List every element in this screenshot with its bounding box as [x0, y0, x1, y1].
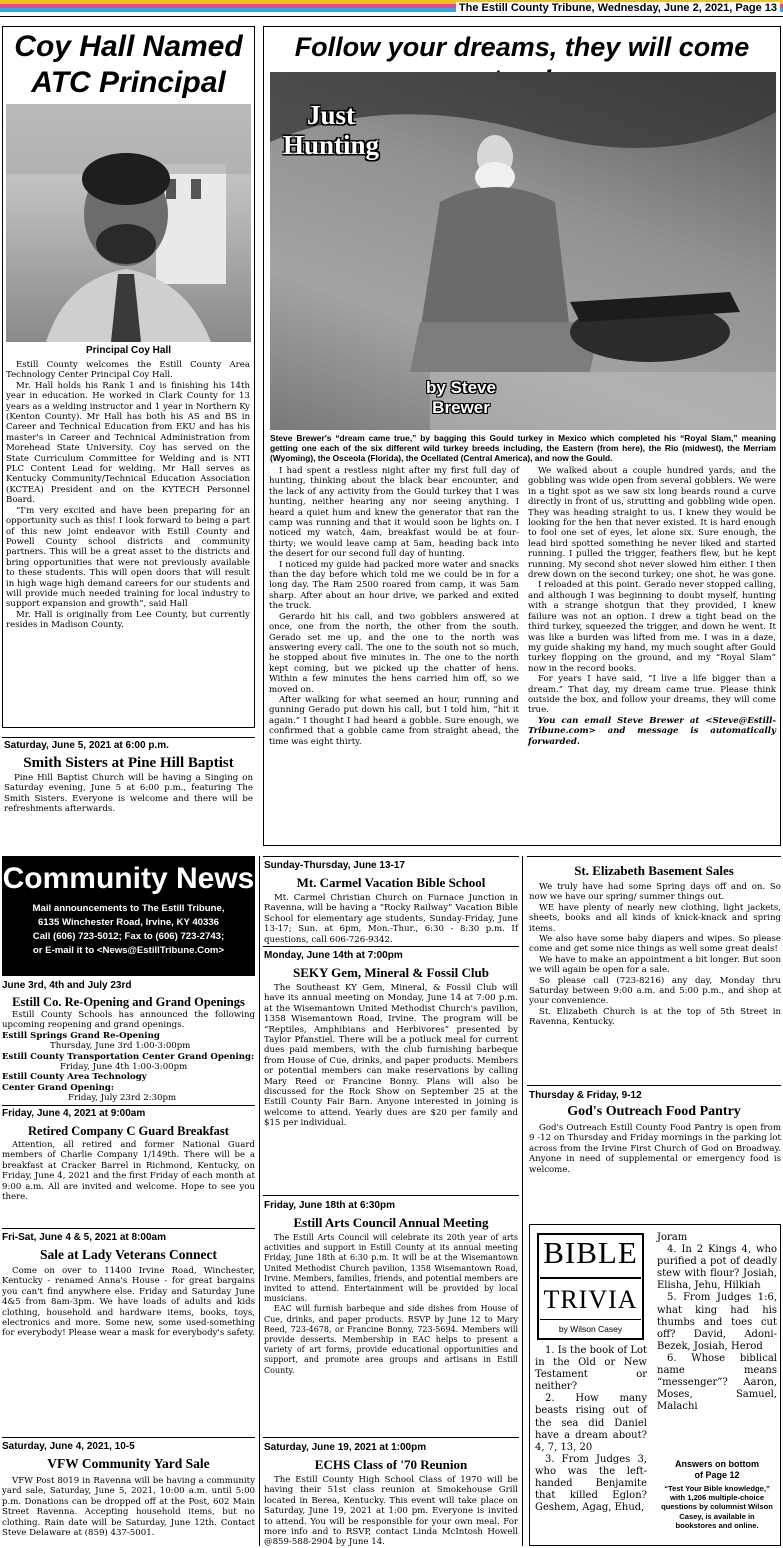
community-address-line: 6135 Winchester Road, Irvine, KY 40336	[37, 917, 220, 928]
guard-title: Retired Company C Guard Breakfast	[28, 1124, 229, 1138]
seky-body: The Southeast KY Gem, Mineral, & Fossil Club will have its annual meeting on Monday, June 14 at 7:00 p.m. at the Wisemantown United Methodist Church's pavilion, 1358 Wisemantown Road, Irvine. The program will be “Reptiles, Amphibians and Herbivores” presented by Taylor Pfanstiel. There will be a potluck meal for current dues paid members, with the club furnishing barbeque from House of Cue, drinks, and paper products. Members or potential members can make reservations by calling Mary Reed or Francine Bonny. Plans will also be discussed for the Rock Show on September 25 at the Estill County Fair Barn. Anyone interested in joining is welcome to attend. Yearly dues are $20 per family and $15 per individual.	[264, 983, 518, 1129]
pantry-rule	[527, 1085, 781, 1086]
trivia-questions-left	[535, 1345, 647, 1514]
coy-headline-1: Coy Hall Named	[14, 30, 243, 63]
trivia-logo-byline: by Wilson Casey	[558, 1324, 623, 1334]
coy-paragraph: Mr. Hall holds his Rank 1 and is finishing his 14th year in education. He worked in Clark County for 13 years as a welding instructor and 1 year in Northern Ky (Kenton County). Mr Hall has both his AS and BS in Career and Technical Education from EKU and has his master's in Career and Technical Administration from Morehead State University. Coy has served on the State Curriculum Committee for Welding and is NTI PLC Content Lead for welding. Mr Hall serves as Kentucky Community/Technical Education Association (KCTEA) President and on the KYTECH Personnel Board.	[6, 380, 250, 506]
arts-paragraph: EAC will furnish barbeque and side dishes from House of Cue, drinks, and paper products. RSVP by June 12 to Mary Reed, 723-4678, or Francine Bonny, 723-5694. Members will provide desserts. Membership in EAC helps to present a variety of art forms, provide educational opportunities and support, and promote area groups and artisans in Estill County.	[264, 1304, 518, 1375]
trivia-answers-note: Answers on bottom	[674, 1459, 759, 1469]
trivia-question: 4. In 2 Kings 4, who purified a pot of deadly stew with flour? Josiah, Elisha, Jehu, Hilkiah	[657, 1244, 777, 1292]
reopen-intro: Estill County Schools has announced the following upcoming reopening and grand openings.	[2, 1010, 255, 1031]
trivia-question: 6. Whose biblical name means “messenger”? Aaron, Moses, Samuel, Malachi	[657, 1352, 777, 1413]
ladyvet-title: Sale at Lady Veterans Connect	[39, 1247, 217, 1262]
email-steve-note: You can email Steve Brewer at <Steve@Estill-Tribune.com> and message is automatically forwarded.	[528, 715, 776, 747]
dreams-headline: Follow your dreams, they will come	[294, 32, 750, 62]
reopen-date: June 3rd, 4th and July 23rd	[2, 980, 132, 991]
dreams-paragraph: I noticed my guide had packed more water and snacks than the day before which told me we could be in for a long day. The Ram 2500 roared from camp, it was 5am sharp. After about an hour drive, we parked and exited the truck.	[269, 559, 519, 612]
vfw-rule	[2, 1437, 255, 1438]
reopen-body	[2, 1010, 255, 1104]
dreams-paragraph: I reloaded at this point. Gerado never stopped calling, and although I was beginning to doubt myself, hunting with a strange shotgun that they provided, I knew failure was not an option. I drew a tight bead on the third turkey, squeezed the trigger, and down he went. It was like a burden was lifted from me. I was in a daze, my guide shaking my hand, my much sought after Gould turkey flopping on the ground, and my “Royal Slam” now in the record books.	[528, 580, 776, 674]
coy-portrait-svg	[6, 104, 251, 342]
community-email-line: or E-mail it to <News@EstillTribune.Com>	[32, 945, 225, 956]
coy-article-body	[6, 360, 250, 631]
stliz-title: St. Elizabeth Basement Sales	[574, 863, 734, 878]
dreams-paragraph: Gerardo hit his call, and two gobblers answered at once, one from the north, the other from the south. Gerado set me up, and the one to the north was answering every call. The one to the south not so much, he stopped about five minutes in. The one to the north kept coming, but we picked up the chatter of hens. Within a few minutes the hens carried him off, so we moved on.	[269, 611, 519, 695]
masthead-rule	[0, 16, 783, 17]
arts-rule	[263, 1195, 519, 1196]
seky-title: SEKY Gem, Mineral & Fossil Club	[293, 965, 489, 980]
reopen-item-time: Friday, June 4th 1:00-3:00pm	[60, 1062, 188, 1073]
pantry-date: Thursday & Friday, 9-12	[529, 1090, 642, 1101]
logo-divider	[540, 1319, 641, 1320]
logo-divider	[540, 1277, 641, 1279]
stliz-paragraph: So please call (723-8216) any day, Monday thru Saturday between 9:00 a.m. and 5:00 p.m., and shop at your convenience.	[529, 975, 781, 1007]
guard-date: Friday, June 4, 2021 at 9:00am	[2, 1108, 146, 1119]
reopen-item-time: Thursday, June 3rd 1:00-3:00pm	[50, 1041, 191, 1052]
vfw-title: VFW Community Yard Sale	[47, 1456, 210, 1471]
stliz-paragraph: We have to make an appointment a bit longer. But soon we will again be open for a sale.	[529, 954, 781, 976]
reopen-item-title: Estill County Transportation Center Grand Opening:	[2, 1051, 255, 1062]
trivia-book-promo: “Test Your Bible knowledge,” with 1,206 multiple-choice questions by columnist Wilson Casey, is available in bookstores and online.	[661, 1484, 773, 1530]
dreams-paragraph: After walking for what seemed an hour, running and gunning Gerado put down his call, but I told him, “hit it again.” I thought I had heard a gobble. Sure enough, we confirmed that a gobble came from straight ahead, the time was eight thirty.	[269, 694, 519, 747]
arts-paragraph: The Estill Arts Council will celebrate its 20th year of arts activities and support in Estill County at its annual meeting Friday, June 18th at 6:30 p.m. It will be at the Wisemantown United Methodist Church pavilion, 1358 Wisemantown Road, Irvine. Members, families, friends, and potential members are invited to attend. Entertainment will be provided by local musicians.	[264, 1233, 518, 1304]
dreams-paragraph: We walked about a couple hundred yards, and the gobbling was wide open from several gobblers. We were in a tight spot as we saw six long beards round a curve directly in front of us, strutting and gobbling wide open. They was heading straight to us. I knew they would be looking for the hen that never existed. It is hard enough to fool one set of eyes, let alone six. Sure enough, the lead bird spotted something he never liked and started running. I pulled the trigger, feathers flew, but he kept running. My second shot never slowed him either. I then drew down on the second turkey; one shot, he was gone.	[528, 466, 777, 581]
echs-rule	[263, 1437, 519, 1438]
reopen-item-title: Estill Springs Grand Re-Opening	[2, 1030, 160, 1041]
column-divider	[522, 856, 523, 1546]
trivia-answers-page: of Page 12	[694, 1470, 740, 1480]
stliz-paragraph: We truly have had some Spring days off and on. So now we have our spring/ summer things out.	[529, 882, 781, 903]
vfw-body: VFW Post 8019 in Ravenna will be having a community yard sale, Saturday, June 5, 2021, 10:00 a.m. until 5:00 p.m. Donations can be dropped off at the Post, 602 Main Street Ravenna. Accepting household items, but no clothing. Rain date will be Saturday, June 12th. Contact Steve Delaware at (859) 437-5001.	[2, 1476, 255, 1539]
echs-title: ECHS Class of '70 Reunion	[314, 1457, 468, 1472]
smith-rule	[2, 737, 255, 738]
coy-headline-2: ATC Principal	[31, 66, 226, 99]
stliz-paragraph: We also have some baby diapers and wipes. So please come and get some nice things as well some great deals!	[529, 934, 781, 955]
echs-date: Saturday, June 19, 2021 at 1:00pm	[264, 1442, 427, 1453]
guard-body: Attention, all retired and former National Guard members of Charlie Company 1/149th. There will be a breakfast at Cracker Barrel in Richmond, Kentucky, on Friday, June 4, 2021 and the first Friday of each month at 9:00 a.m. All are invited and welcome. Hope to see you there.	[2, 1140, 255, 1203]
coy-paragraph: Mr. Hall is originally from Lee County, but currently resides in Madison County.	[6, 609, 250, 631]
arts-body	[264, 1233, 518, 1376]
trivia-logo-word: TRIVIA	[543, 1285, 638, 1314]
pantry-title: God's Outreach Food Pantry	[567, 1104, 741, 1119]
trivia-question: 5. From Judges 1:6, what king had his thumbs and toes cut off? David, Adoni-Bezek, Josiah, Herod	[657, 1292, 777, 1352]
carmel-body: Mt. Carmel Christian Church on Furnace Junction in Ravenna, will be having a “Rocky Railway” Vacation Bible School for elementary age students, Sunday-Friday, June 13-17; Sun. at 6pm, Mon.-Thur., 6:30 - 8:30 p.m. If questions, call 606-726-9342.	[264, 893, 518, 945]
column-divider	[259, 856, 260, 1546]
carmel-date: Sunday-Thursday, June 13-17	[264, 860, 405, 871]
trivia-questions-right	[657, 1232, 777, 1413]
coy-photo-caption: Principal Coy Hall	[85, 345, 172, 356]
dreams-paragraph: For years I have said, “I live a life bigger than a dream.” That day, my dream came true. Please think outside the box, and follow your dreams, they will come true.	[528, 674, 776, 716]
pantry-body: God's Outreach Estill County Food Pantry is open from 9 -12 on Thursday and Friday mornings in the parking lot across from the Irvine First Church of God on Broadway. Anyone in need of supplemental or emergency food is welcome.	[529, 1123, 781, 1175]
dreams-paragraph: I had spent a restless night after my first full day of hunting, thinking about the black bear encounter, and the lack of any activity from the Gould turkey that I was hunting, neither hearing any nor seeing anything. I heard a quiet hum and knew the generator that ran the camp was running and that it would soon be lights on. I noticed my watch, 4am, breakfast would be at four-thirty; we would leave camp at 5am, heading back into the desert for our second full day of hunting.	[269, 466, 519, 560]
carmel-rule	[263, 856, 519, 857]
just-hunting-overlay: Just Hunting	[282, 100, 380, 160]
bible-logo-word: BIBLE	[543, 1235, 638, 1270]
trivia-question: 1. Is the book of Lot in the Old or New Testament or neither?	[535, 1345, 647, 1393]
trivia-question: 3. From Judges 3, who was the left-handed Benjamite that killed Eglon? Geshem, Agag, Ehud,	[535, 1453, 647, 1514]
reopen-item-title: Center Grand Opening:	[2, 1082, 115, 1093]
reopen-title: Estill Co. Re-Opening and Grand Openings	[12, 995, 245, 1009]
dreams-left-column	[269, 466, 519, 747]
seky-date: Monday, June 14th at 7:00pm	[264, 950, 403, 961]
community-phone-line: Call (606) 723-5012; Fax to (606) 723-2743;	[32, 931, 225, 942]
ladyvet-date: Fri-Sat, June 4 & 5, 2021 at 8:00am	[2, 1232, 166, 1243]
reopen-item-title: Estill County Area Technology	[2, 1072, 147, 1083]
coy-hall-photo	[6, 104, 251, 342]
trivia-question: Joram	[657, 1232, 688, 1243]
smith-title: Smith Sisters at Pine Hill Baptist	[23, 755, 234, 771]
dreams-right-column	[528, 466, 776, 747]
community-mail-line: Mail announcements to The Estill Tribune,	[32, 903, 225, 914]
stliz-paragraph: St. Elizabeth Church is at the top of 5th Street in Ravenna, Kentucky.	[529, 1006, 781, 1028]
echs-body: The Estill County High School Class of 1970 will be having their 51st class reunion at Smokehouse Grill located in Berea, Kentucky. This event will take place on Saturday, June 19, 2021 at 1:00 pm. Everyone is invited to attend. You will be responsible for your own meal. For more info and to RSVP, contact Linda McIntosh Howell @859-588-2904 by June 14.	[264, 1475, 518, 1548]
community-news-title: Community News	[2, 862, 255, 895]
byline-overlay: by Steve Brewer	[426, 378, 496, 417]
arts-date: Friday, June 18th at 6:30pm	[264, 1200, 395, 1211]
hunting-photo-caption: Steve Brewer's “dream came true,” by bagging this Gould turkey in Mexico which completed his “Royal Slam,” meaning getting one each of the six different wild turkey breeds including, the Eastern (from here), the Rio (midwest), the Merriam (Wyoming), the Osceola (Florida), the Ocellated (Central America), and now the Gould.	[270, 433, 776, 464]
masthead-text: The Estill County Tribune, Wednesday, June 2, 2021, Page 13	[456, 2, 780, 14]
ladyvet-rule	[2, 1228, 255, 1229]
trivia-question: 2. How many beasts rising out of the sea did Daniel have a dream about? 4, 7, 13, 20	[535, 1393, 647, 1453]
guard-rule	[2, 1105, 255, 1106]
stliz-rule	[527, 856, 781, 857]
reopen-item-time: Friday, July 23rd 2:30pm	[68, 1093, 177, 1104]
stliz-body	[529, 882, 781, 1028]
vfw-date: Saturday, June 4, 2021, 10-5	[2, 1441, 135, 1452]
carmel-title: Mt. Carmel Vacation Bible School	[296, 875, 486, 890]
ladyvet-body: Come on over to 11400 Irvine Road, Winchester, Kentucky - renamed Anna's House - for great bargains you can't find anywhere else. Friday and Saturday June 4&5 from 8am-3pm. We have loads of adults and kids clothing, household and hardware items, books, toys, electronics and more. Some new, some used-something for everybody! Please wear a mask for everybody's safety.	[2, 1266, 255, 1339]
stliz-paragraph: WE have plenty of nearly new clothing, light jackets, sheets, books and all kinds of knick-knack and spring items.	[529, 902, 781, 934]
seky-rule	[263, 946, 519, 947]
smith-date: Saturday, June 5, 2021 at 6:00 p.m.	[4, 740, 169, 751]
arts-title: Estill Arts Council Annual Meeting	[293, 1215, 489, 1230]
smith-body: Pine Hill Baptist Church will be having a Singing on Saturday evening, June 5 at 6:00 p.m., featuring The Smith Sisters. Everyone is welcome and there will be refreshments afterwards.	[4, 773, 253, 815]
coy-paragraph: “I'm very excited and have been preparing for an opportunity such as this! I look forward to being a part of this new joint endeavor with Estill County and Powell County school districts and community partners. This will be a great asset to the districts and bring opportunities that were not previously available to these students. This will open doors that will result in high wage high demand careers for our students and will provide much needed training for local industry to support expansion and growth”, said Hall	[6, 505, 250, 610]
coy-paragraph: Estill County welcomes the Estill County Area Technology Center Principal Coy Hall.	[6, 360, 250, 381]
